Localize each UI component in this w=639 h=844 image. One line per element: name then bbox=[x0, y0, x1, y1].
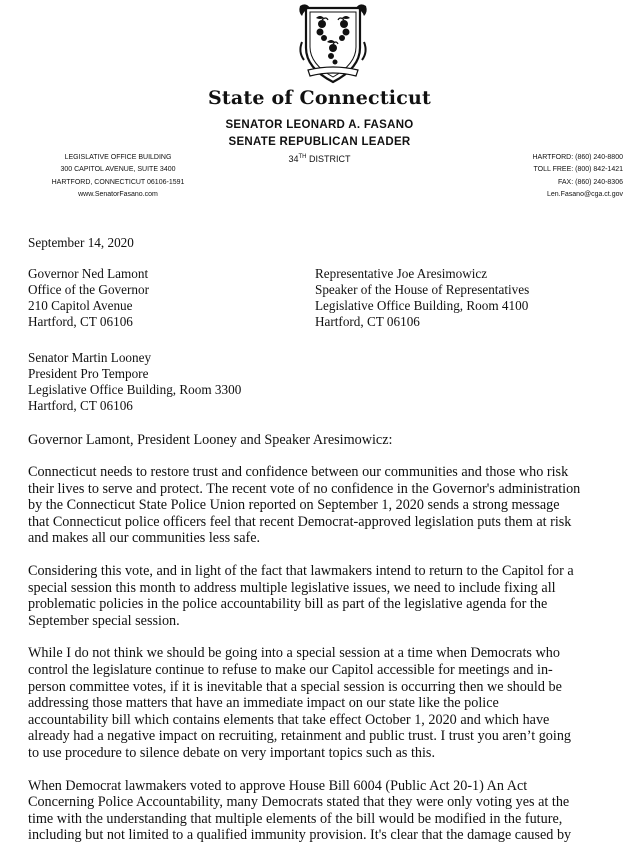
email-link[interactable]: Len.Fasano@cga.ct.gov bbox=[547, 191, 623, 199]
paragraph-line: control the legislature continue to refuse to make our Capitol accessible for meetings and in- bbox=[28, 661, 553, 678]
senator-name: SENATOR LEONARD A. FASANO bbox=[225, 119, 414, 131]
letter-date: September 14, 2020 bbox=[28, 235, 134, 250]
paragraph-line: by the Connecticut State Police Union reported on September 1, 2020 sends a strong message bbox=[28, 497, 560, 514]
address-line: Hartford, CT 06106 bbox=[28, 314, 133, 329]
hartford-phone: HARTFORD: (860) 240-8800 bbox=[532, 154, 623, 161]
paragraph-line: While I do not think we should be going into a special session at a time when Democrats who bbox=[28, 645, 560, 662]
paragraph-line: and makes all our communities less safe. bbox=[28, 530, 261, 547]
letter-body bbox=[28, 235, 628, 844]
paragraph-line: that Connecticut police officers feel that recent Democrat-approved legislation puts them at risk bbox=[28, 513, 572, 530]
paragraph-line: special session this month to address multiple legislative issues, we need to include fixing all bbox=[28, 579, 556, 596]
paragraph-line: September special session. bbox=[28, 612, 180, 629]
paragraph-line: Considering this vote, and in light of the fact that lawmakers intend to return to the Capitol for a bbox=[28, 562, 574, 579]
paragraph-line: already had a negative impact on recruiting, retainment and public trust. I trust you aren’t going bbox=[28, 728, 572, 745]
district-text: DISTRICT bbox=[306, 154, 351, 164]
paragraph-line: problematic policies in the police accountability bill as part of the legislative agenda for the bbox=[28, 596, 548, 613]
paragraph-line: time with the understanding that multiple elements of the bill would be modified in the future, bbox=[28, 810, 563, 827]
address-line: President Pro Tempore bbox=[28, 366, 149, 381]
address-line: Office of the Governor bbox=[28, 282, 149, 297]
recipient-speaker bbox=[315, 266, 529, 330]
address-line: Senator Martin Looney bbox=[28, 350, 152, 365]
paragraph-2 bbox=[28, 563, 618, 629]
paragraph-line: including but not limited to a qualified immunity provision. It's clear that the damage caused by bbox=[28, 827, 572, 844]
paragraph-4 bbox=[28, 778, 618, 844]
office-building: LEGISLATIVE OFFICE BUILDING bbox=[64, 154, 172, 161]
salutation: Governor Lamont, President Looney and Speaker Aresimowicz: bbox=[28, 432, 393, 448]
address-line: Hartford, CT 06106 bbox=[315, 314, 420, 329]
paragraph-line: their lives to serve and protect. The recent vote of no confidence in the Governor's administration bbox=[28, 480, 581, 497]
paragraph-line: to use procedure to silence debate on very important topics such as this. bbox=[28, 744, 435, 761]
state-title: State of Connecticut bbox=[208, 87, 431, 109]
fax-number: FAX: (860) 240-8306 bbox=[558, 178, 623, 186]
phone-contact-block bbox=[503, 152, 623, 202]
paragraph-3 bbox=[28, 645, 618, 761]
recipient-senate-president bbox=[28, 350, 628, 414]
address-line: Governor Ned Lamont bbox=[28, 266, 149, 281]
website-link[interactable]: www.SenatorFasano.com bbox=[78, 191, 158, 199]
paragraph-line: person committee votes, if it is inevitable that a special session is occurring then we should be bbox=[28, 678, 562, 695]
paragraph-line: accountability bill which contains elements that take effect October 1, 2020 and which have bbox=[28, 711, 550, 728]
district-number: 34 bbox=[288, 154, 299, 164]
toll-free-phone: TOLL FREE: (800) 842-1421 bbox=[533, 166, 623, 174]
district-suffix: TH bbox=[298, 154, 307, 160]
state-seal-icon bbox=[296, 2, 370, 86]
paragraph-line: Concerning Police Accountability, many Democrats stated that they were only voting yes at the bbox=[28, 794, 570, 811]
paragraph-line: addressing those matters that have an immediate impact on our state like the police bbox=[28, 695, 499, 712]
recipients-row bbox=[28, 266, 628, 330]
address-line: Speaker of the House of Representatives bbox=[315, 282, 530, 297]
senator-role: SENATE REPUBLICAN LEADER bbox=[228, 136, 411, 148]
office-city: HARTFORD, CONNECTICUT 06106-1591 bbox=[51, 178, 185, 186]
paragraph-1 bbox=[28, 464, 618, 547]
paragraph-line: Connecticut needs to restore trust and confidence between our communities and those who risk bbox=[28, 464, 569, 480]
address-line: Representative Joe Aresimowicz bbox=[315, 266, 488, 281]
address-line: Hartford, CT 06106 bbox=[28, 398, 133, 413]
office-street: 300 CAPITOL AVENUE, SUITE 3400 bbox=[60, 166, 176, 174]
address-line: 210 Capitol Avenue bbox=[28, 298, 133, 313]
paragraph-line: When Democrat lawmakers voted to approve House Bill 6004 (Public Act 20-1) An Act bbox=[28, 777, 528, 794]
address-line: Legislative Office Building, Room 4100 bbox=[315, 298, 529, 313]
address-line: Legislative Office Building, Room 3300 bbox=[28, 382, 242, 397]
recipient-governor bbox=[28, 266, 149, 330]
office-address-block bbox=[33, 152, 203, 202]
